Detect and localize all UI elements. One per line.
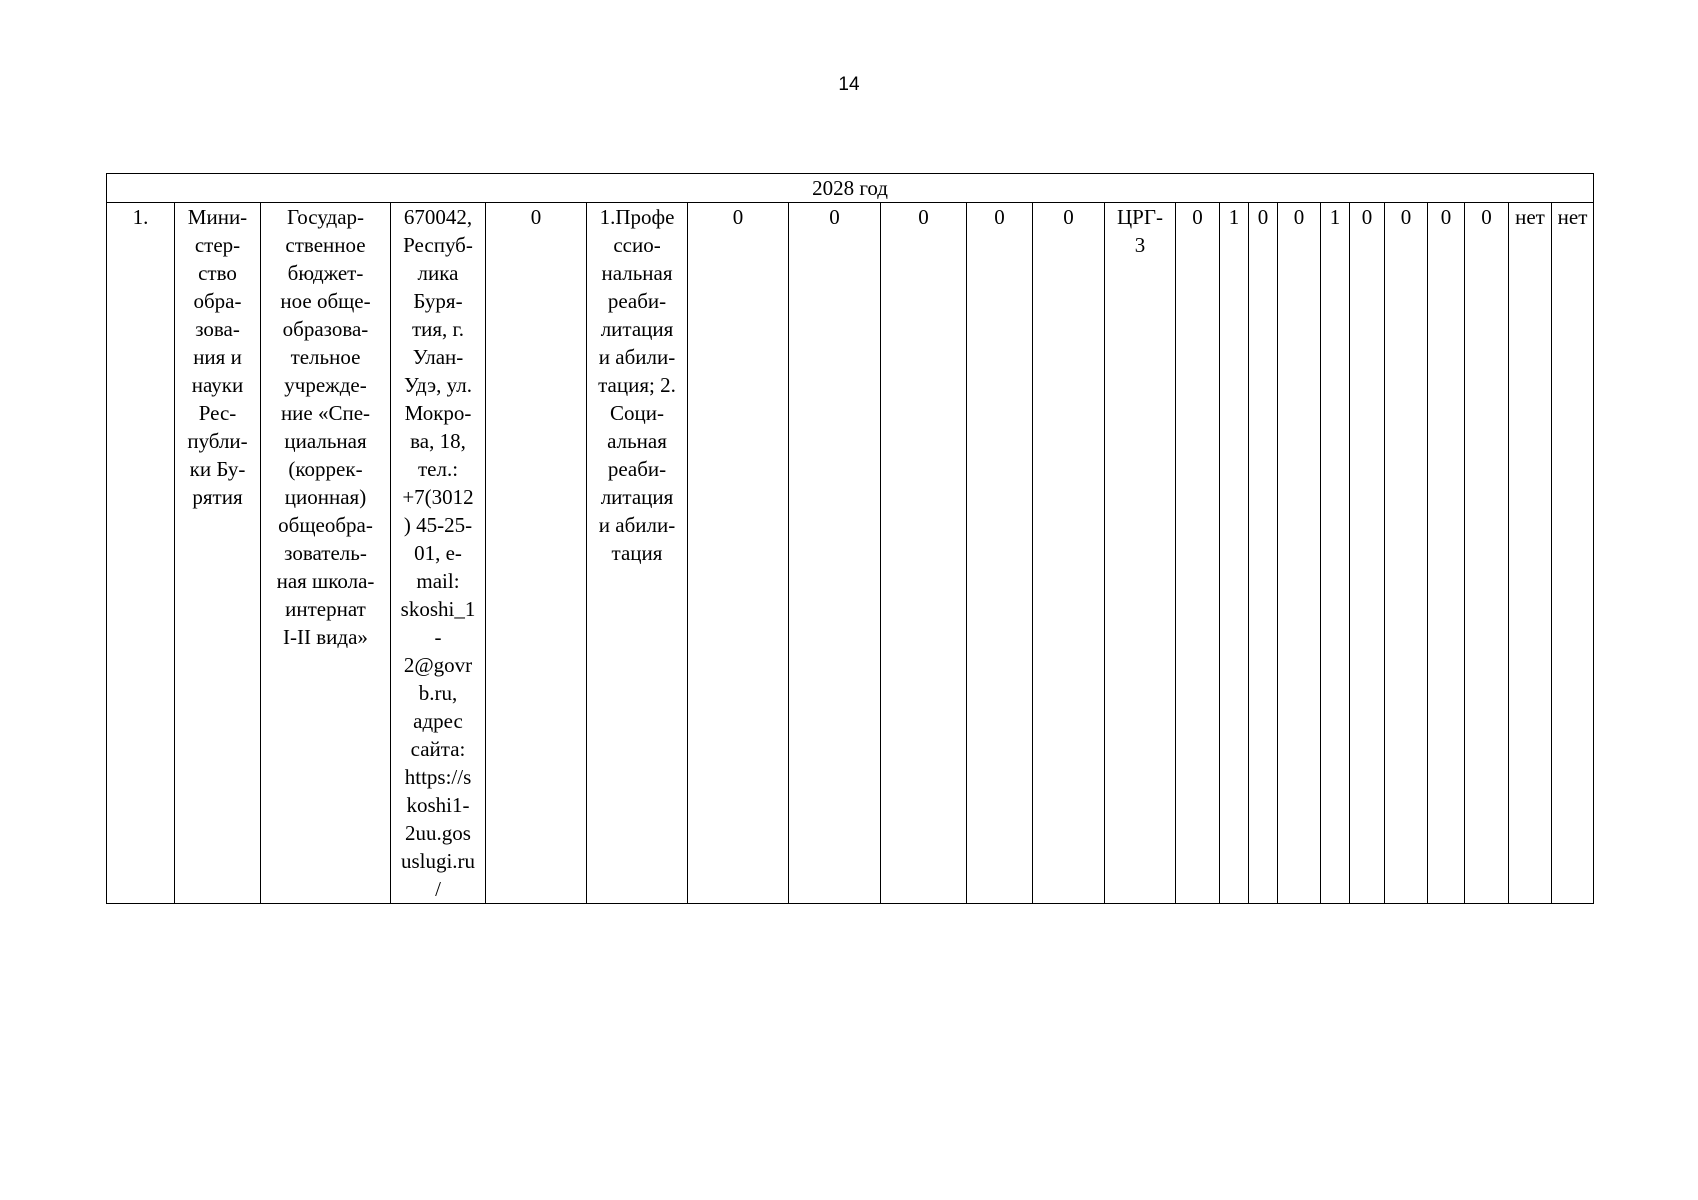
cell-col7: 0 xyxy=(688,203,789,904)
address-cell: 670042, Респуб- лика Буря- тия, г. Улан- Удэ, ул. Мокро- ва, 18, тел.: +7(3012 ) 45-25- 01, e- mail: skoshi_1 - 2@govr b.ru, адрес сайта: https://s koshi1- 2uu.gos uslugi.ru / xyxy=(391,203,486,904)
cell-col22: нет xyxy=(1509,203,1552,904)
cell-col9: 0 xyxy=(881,203,967,904)
cell-col21: 0 xyxy=(1465,203,1509,904)
year-header-row xyxy=(107,174,1594,203)
cell-col17: 1 xyxy=(1321,203,1350,904)
cell-col11: 0 xyxy=(1033,203,1105,904)
cell-col5: 0 xyxy=(486,203,587,904)
cell-col10: 0 xyxy=(967,203,1033,904)
services-cell: 1.Профе ссио- нальная реаби- литация и абили- тация; 2. Соци- альная реаби- литация и абили- тация xyxy=(587,203,688,904)
data-table xyxy=(106,173,1594,904)
cell-col16: 0 xyxy=(1278,203,1321,904)
cell-col18: 0 xyxy=(1350,203,1385,904)
row-index: 1. xyxy=(107,203,175,904)
page-number: 14 xyxy=(838,74,860,95)
institution-cell: Государ- ственное бюджет- ное обще- образова- тельное учрежде- ние «Спе- циальная (коррек- ционная) общеобра- зователь- ная школа- интернат I-II вида» xyxy=(261,203,391,904)
cell-col20: 0 xyxy=(1428,203,1465,904)
cell-col12: ЦРГ- 3 xyxy=(1105,203,1176,904)
year-header: 2028 год xyxy=(107,174,1594,203)
ministry-cell: Мини- стер- ство обра- зова- ния и науки Рес- публи- ки Бу- рятия xyxy=(175,203,261,904)
cell-col14: 1 xyxy=(1220,203,1249,904)
cell-col15: 0 xyxy=(1249,203,1278,904)
cell-col19: 0 xyxy=(1385,203,1428,904)
cell-col23: нет xyxy=(1552,203,1594,904)
cell-col13: 0 xyxy=(1176,203,1220,904)
cell-col8: 0 xyxy=(789,203,881,904)
table-row xyxy=(107,203,1594,904)
